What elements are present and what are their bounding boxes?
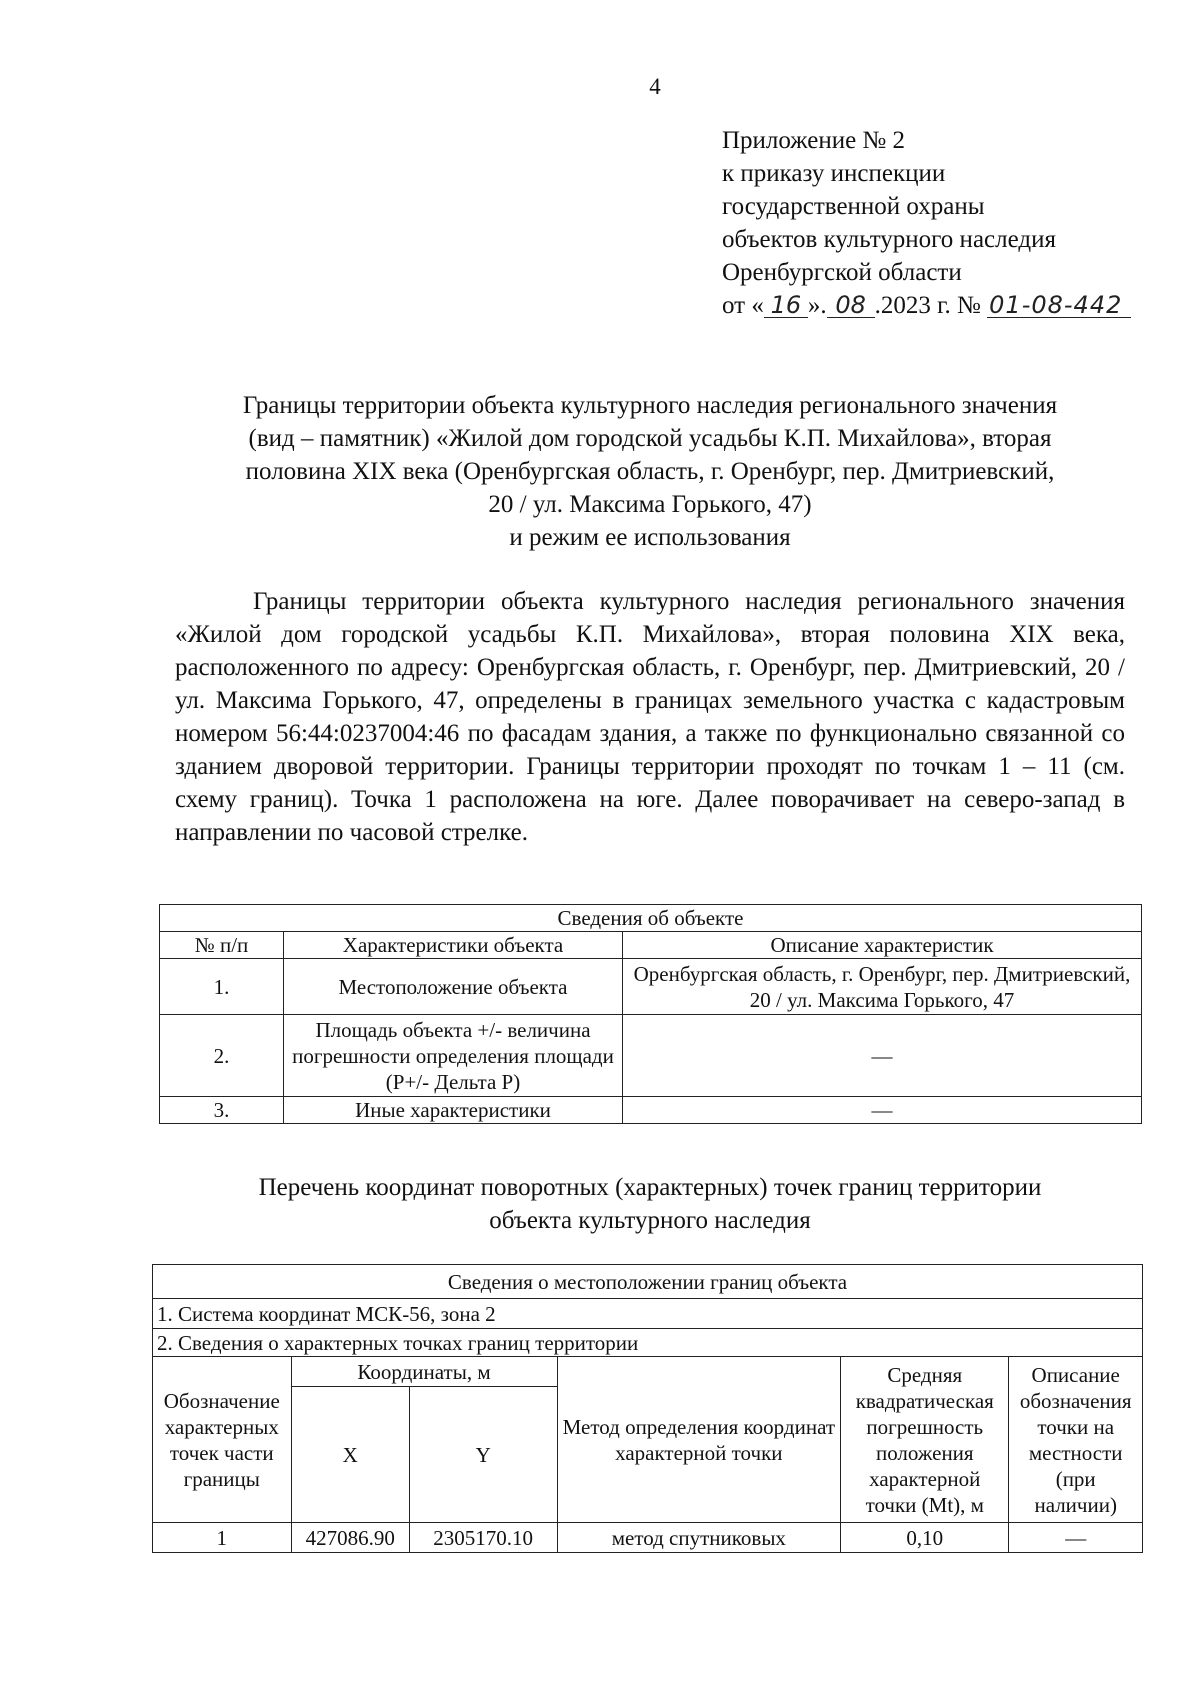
row-number: 1.	[160, 959, 284, 1015]
title-line: половина XIX века (Оренбургская область, г. Оренбург, пер. Дмитриевский,	[245, 458, 1055, 485]
title-line: Границы территории объекта культурного наследия регионального значения	[242, 392, 1058, 419]
header-x: X	[291, 1387, 409, 1523]
header-error: Средняя квадратическая погрешность положения характерной точки (Mt), м	[841, 1357, 1009, 1523]
appendix-line: Приложение № 2	[722, 127, 906, 154]
header-y: Y	[409, 1387, 557, 1523]
handwritten-order-number: 01-08-442	[987, 293, 1131, 318]
cell-y: 2305170.10	[409, 1523, 557, 1553]
handwritten-day: 16	[764, 293, 808, 318]
coords-table-caption: Сведения о местоположении границ объекта	[153, 1265, 1143, 1299]
title-line: 20 / ул. Максима Горького, 47)	[488, 491, 812, 518]
handwritten-month: 08	[827, 293, 875, 318]
row-description: —	[623, 1097, 1142, 1124]
row-description: —	[623, 1015, 1142, 1097]
coordinates-table	[152, 1264, 1143, 1553]
row-characteristic: Местоположение объекта	[284, 959, 623, 1015]
coordinate-system: 1. Система координат МСК-56, зона 2	[153, 1299, 1143, 1329]
cell-point: 1	[153, 1523, 292, 1553]
date-mid: ».	[807, 292, 827, 319]
row-number: 2.	[160, 1015, 284, 1097]
coordinates-title-line: Перечень координат поворотных (характерных) точек границ территории	[258, 1174, 1042, 1201]
date-year: .2023 г. №	[874, 292, 981, 319]
page-number: 4	[649, 74, 661, 99]
appendix-header	[722, 124, 1131, 322]
header-point-description: Описание обозначения точки на местности (при наличии)	[1009, 1357, 1143, 1523]
header-characteristic: Характеристики объекта	[284, 932, 623, 959]
row-characteristic: Площадь объекта +/- величина погрешности определения площади (Р+/- Дельта Р)	[284, 1015, 623, 1097]
object-table-caption: Сведения об объекте	[160, 905, 1142, 932]
coordinates-title-line: объекта культурного наследия	[489, 1207, 811, 1234]
appendix-line: объектов культурного наследия	[722, 226, 1056, 253]
row-number: 3.	[160, 1097, 284, 1124]
points-info: 2. Сведения о характерных точках границ территории	[153, 1329, 1143, 1357]
header-description: Описание характеристик	[623, 932, 1142, 959]
appendix-line: государственной охраны	[722, 193, 985, 220]
row-description: Оренбургская область, г. Оренбург, пер. Дмитриевский, 20 / ул. Максима Горького, 47	[623, 959, 1142, 1015]
row-characteristic: Иные характеристики	[284, 1097, 623, 1124]
coordinates-title	[170, 1171, 1130, 1237]
cell-x: 427086.90	[291, 1523, 409, 1553]
body-paragraph: Границы территории объекта культурного наследия регионального значения «Жилой дом городской усадьбы К.П. Михайлова», вторая половина XIX века, расположенного по адресу: Оренбургская область, г. Оренбург, пер. Дмитриевский, 20 / ул. Максима Горького, 47, определены в границах земельного участка с кадастровым номером 56:44:0237004:46 по фасадам здания, а также по функционально связанной со зданием дворовой территории. Границы территории проходят по точкам 1 – 11 (см. схему границ). Точка 1 расположена на юге. Далее поворачивает на северо-запад в направлении по часовой стрелке.	[175, 588, 1125, 846]
cell-error: 0,10	[841, 1523, 1009, 1553]
object-info-table	[159, 904, 1142, 1124]
header-coordinates: Координаты, м	[291, 1357, 557, 1387]
title-line: (вид – памятник) «Жилой дом городской усадьбы К.П. Михайлова», вторая	[248, 425, 1052, 452]
cell-description: —	[1009, 1523, 1143, 1553]
appendix-line: Оренбургской области	[722, 259, 962, 286]
header-method: Метод определения координат характерной точки	[557, 1357, 841, 1523]
appendix-date-line	[722, 289, 1131, 322]
date-prefix: от «	[722, 292, 764, 319]
header-number: № п/п	[160, 932, 284, 959]
appendix-line: к приказу инспекции	[722, 160, 946, 187]
title-line: и режим ее использования	[509, 524, 791, 551]
cell-method: метод спутниковых	[557, 1523, 841, 1553]
document-title	[170, 389, 1130, 554]
header-designation: Обозначение характерных точек части границы	[153, 1357, 292, 1523]
